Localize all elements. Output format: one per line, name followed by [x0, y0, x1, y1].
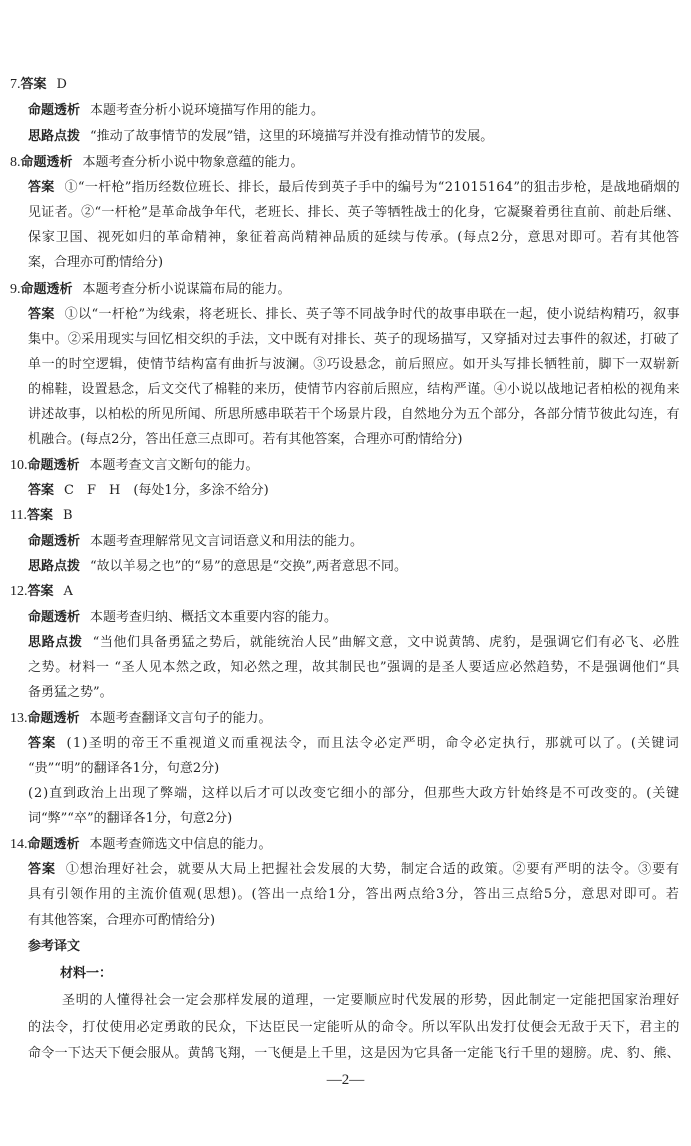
question-number: 9. — [10, 282, 21, 297]
text-line — [28, 684, 113, 702]
section-label: 答案 — [28, 483, 55, 498]
line-text: A — [63, 584, 73, 599]
line-text: ①以“一杆枪”为线索，将老班长、排长、英子等不同战争时代的故事串联在一起，使小说结构精巧，叙事 — [64, 307, 680, 322]
text-line — [28, 306, 680, 324]
line-text: 集中。②采用现实与回忆相交织的手法，文中既有对排长、英子的现场描写，又穿插对过去事件的叙述，打破了 — [28, 332, 680, 347]
line-text: D — [56, 77, 67, 92]
text-line — [28, 406, 680, 424]
line-text: 有其他答案，合理亦可酌情给分) — [28, 913, 216, 928]
line-text: ①“一杆枪”指历经数位班长、排长，最后传到英子手中的编号为“21015164”的狙击步枪，是战地硝烟的 — [64, 180, 680, 195]
line-text: (1)圣明的帝王不重视道义而重视法令，而且法令必定严明，命令必定执行，那就可以了。(关键词 — [66, 736, 680, 751]
text-line — [28, 861, 680, 879]
line-text: 圣明的人懂得社会一定会那样发展的道理，一定要顺应时代发展的形势，因此制定一定能把国家治理好 — [62, 993, 680, 1008]
line-text: 的法令，打仗使用必定勇敢的民众，下达臣民一定能听从的命令。所以军队出发打仗便会无敌于天下，君主的 — [28, 1020, 680, 1035]
section-label: 命题透析 — [27, 837, 80, 852]
line-text: (2)直到政治上出现了弊端，这样以后才可以改变它细小的部分，但那些大政方针始终是不可改变的。(关键 — [28, 786, 680, 801]
line-text: 本题考查分析小说谋篇布局的能力。 — [82, 282, 291, 297]
line-text: “当他们具备勇猛之势后，就能统治人民”曲解文意，文中说黄鹄、虎豹，是强调它们有必飞、必胜 — [92, 635, 680, 650]
page-number: —2— — [326, 1072, 365, 1088]
section-label: 命题透析 — [27, 458, 80, 473]
text-line — [28, 254, 163, 272]
section-label: 命题透析 — [28, 534, 81, 549]
text-line — [28, 128, 493, 146]
line-text: 讲述故事，以柏松的所见所闻、所思所感串联若干个场景片段，自然地分为五个部分，各部分情节彼此勾连，有 — [28, 407, 680, 422]
text-line — [28, 204, 680, 222]
text-line — [28, 331, 680, 349]
text-line — [28, 356, 680, 374]
question-8-line — [10, 154, 304, 172]
line-text: 机融合。(每点2分，答出任意三点即可。若有其他答案，合理亦可酌情给分) — [28, 432, 463, 447]
line-text: “推动了故事情节的发展”错，这里的环境描写并没有推动情节的发展。 — [90, 129, 494, 144]
line-text: 本题考查分析小说中物象意蕴的能力。 — [82, 155, 304, 170]
question-9-line — [10, 281, 291, 299]
section-label: 答案 — [28, 180, 55, 195]
line-text: 单一的时空逻辑，使情节结构富有曲折与波澜。③巧设悬念，前后照应。如开头写排长牺牲前，脚下一双崭新 — [28, 357, 680, 372]
question-number: 7. — [10, 77, 21, 92]
text-line — [28, 810, 232, 828]
section-label: 命题透析 — [20, 155, 73, 170]
question-12-line — [10, 583, 73, 601]
question-number: 13. — [10, 711, 28, 726]
text-line — [28, 760, 219, 778]
line-text: “故以羊易之也”的“易”的意思是“交换”,两者意思不同。 — [90, 559, 408, 574]
section-label: 答案 — [27, 584, 54, 599]
question-number: 10. — [10, 458, 28, 473]
text-line — [28, 1019, 680, 1037]
line-text: 词“弊”“卒”的翻译各1分，句意2分) — [28, 811, 233, 826]
section-label: 命题透析 — [28, 610, 81, 625]
line-text: 本题考查理解常见文言词语意义和用法的能力。 — [90, 534, 364, 549]
line-text: 本题考查文言文断句的能力。 — [89, 458, 259, 473]
section-label: 答案 — [20, 77, 47, 92]
line-text: ①想治理好社会，就要从大局上把握社会发展的大势，制定合适的政策。②要有严明的法令。③要有 — [65, 862, 680, 877]
section-label: 命题透析 — [27, 711, 80, 726]
line-text: 本题考查归纳、概括文本重要内容的能力。 — [90, 610, 338, 625]
section-label: 答案 — [28, 736, 57, 751]
text-line — [28, 659, 680, 677]
line-text: 之势。材料一 “圣人见本然之政，知必然之理，故其制民也”强调的是圣人要适应必然趋势，不是强调他们“具 — [28, 660, 680, 675]
section-label: 材料一： — [60, 966, 113, 981]
line-text: C F H (每处1分，多涂不给分) — [64, 483, 269, 498]
question-number: 8. — [10, 155, 21, 170]
text-line — [28, 785, 680, 803]
question-7-line — [10, 76, 67, 94]
question-number: 14. — [10, 837, 28, 852]
text-line — [28, 179, 680, 197]
section-label: 命题透析 — [28, 103, 81, 118]
text-line — [28, 912, 215, 930]
text-line — [28, 102, 324, 120]
question-11-line — [10, 507, 73, 525]
text-line — [28, 381, 680, 399]
text-line — [60, 965, 112, 983]
line-text: 命令一下达天下便会服从。黄鹄飞翔，一飞便是上千里，这是因为它具备一定能飞行千里的翅膀。虎、豹、熊、 — [28, 1046, 680, 1061]
question-13-line — [10, 710, 272, 728]
question-14-line — [10, 836, 272, 854]
text-line — [62, 992, 680, 1010]
question-10-line — [10, 457, 259, 475]
section-label: 答案 — [28, 862, 56, 877]
text-line — [28, 229, 680, 247]
text-line — [28, 886, 680, 904]
text-line — [28, 609, 337, 627]
line-text: 本题考查分析小说环境描写作用的能力。 — [90, 103, 325, 118]
line-text: B — [63, 508, 73, 523]
question-number: 11. — [10, 508, 27, 523]
section-label: 思路点拨 — [28, 129, 81, 144]
line-text: 本题考查筛选文中信息的能力。 — [89, 837, 272, 852]
section-label: 思路点拨 — [28, 559, 81, 574]
text-line — [28, 1045, 680, 1063]
text-line — [28, 735, 680, 753]
line-text: 备勇猛之势”。 — [28, 685, 113, 700]
section-label: 命题透析 — [20, 282, 73, 297]
section-label: 答案 — [26, 508, 53, 523]
section-label: 思路点拨 — [28, 635, 83, 650]
text-line — [28, 938, 80, 956]
line-text: 案，合理亦可酌情给分) — [28, 255, 164, 270]
text-line — [28, 634, 680, 652]
section-label: 答案 — [28, 307, 55, 322]
line-text: 见证者。②“一杆枪”是革命战争年代，老班长、排长、英子等牺牲战士的化身，它凝聚着勇往直前、前赴后继、 — [28, 205, 680, 220]
text-line — [28, 482, 269, 500]
line-text: “贵”“明”的翻译各1分，句意2分) — [28, 761, 220, 776]
question-number: 12. — [10, 584, 28, 599]
text-line — [28, 533, 363, 551]
line-text: 具有引领作用的主流价值观(思想)。(答出一点给1分，答出两点给3分，答出三点给5分，意思对即可。若 — [28, 887, 680, 902]
line-text: 的棉鞋，设置悬念，后文交代了棉鞋的来历，使情节内容前后照应，结构严谨。④小说以战地记者柏松的视角来 — [28, 382, 680, 397]
text-line — [28, 431, 462, 449]
text-line — [28, 558, 407, 576]
section-label: 参考译文 — [28, 939, 81, 954]
line-text: 本题考查翻译文言句子的能力。 — [89, 711, 272, 726]
line-text: 保家卫国、视死如归的革命精神，象征着高尚精神品质的延续与传承。(每点2分，意思对即可。若有其他答 — [28, 230, 680, 245]
